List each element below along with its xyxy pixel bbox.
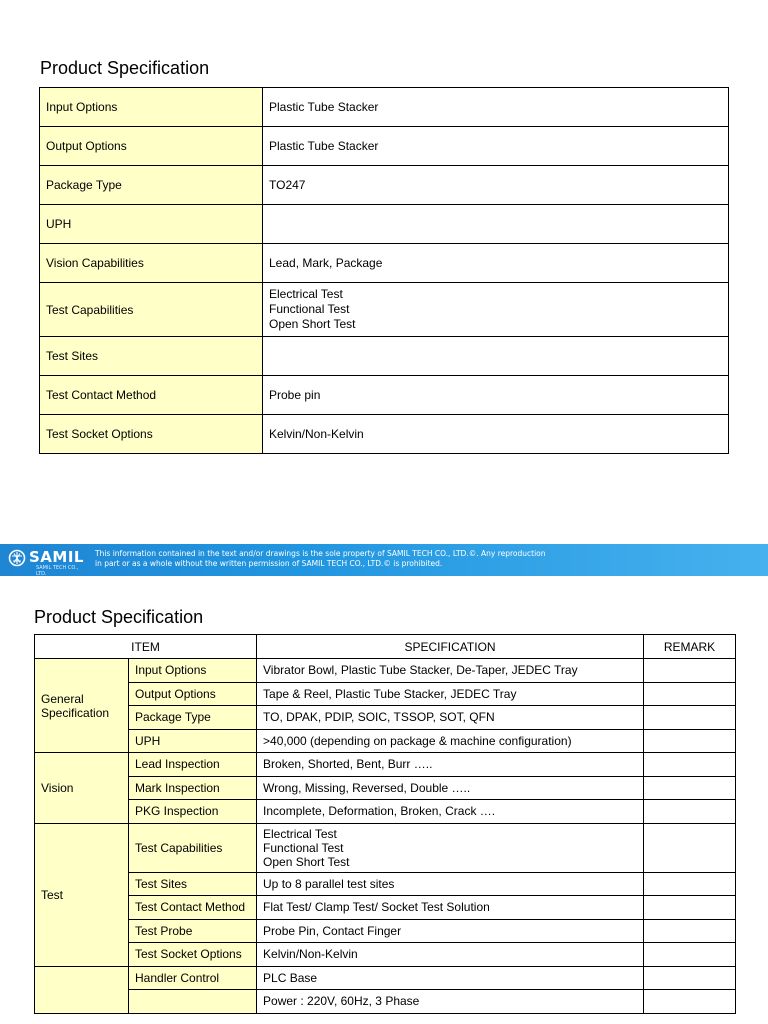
spec-value: Power : 220V, 60Hz, 3 Phase bbox=[257, 990, 644, 1014]
table-row bbox=[35, 776, 736, 800]
samil-emblem-icon bbox=[8, 549, 26, 567]
spec-value: Up to 8 parallel test sites bbox=[257, 872, 644, 896]
table-row bbox=[40, 283, 729, 337]
spec-value: >40,000 (depending on package & machine configuration) bbox=[257, 729, 644, 753]
item-label: Input Options bbox=[129, 659, 257, 683]
table-row bbox=[40, 88, 729, 127]
spec-value-line: Electrical Test bbox=[263, 826, 337, 841]
copyright-notice bbox=[95, 549, 546, 569]
item-label: PKG Inspection bbox=[129, 800, 257, 824]
remark-cell bbox=[644, 659, 736, 683]
table-row bbox=[35, 682, 736, 706]
spec-value: Vibrator Bowl, Plastic Tube Stacker, De-Taper, JEDEC Tray bbox=[257, 659, 644, 683]
table-row bbox=[35, 823, 736, 872]
item-label: UPH bbox=[129, 729, 257, 753]
spec-value: Plastic Tube Stacker bbox=[263, 127, 729, 166]
page-title-1: Product Specification bbox=[40, 58, 210, 78]
table-row bbox=[40, 166, 729, 205]
table-row bbox=[35, 919, 736, 943]
spec-value: Broken, Shorted, Bent, Burr ….. bbox=[257, 753, 644, 777]
remark-cell bbox=[644, 682, 736, 706]
table-row bbox=[35, 990, 736, 1014]
remark-cell bbox=[644, 919, 736, 943]
table-row bbox=[40, 205, 729, 244]
remark-cell bbox=[644, 800, 736, 824]
spec-value bbox=[263, 283, 729, 337]
group-label-test: Test bbox=[35, 823, 129, 966]
item-label: Test Capabilities bbox=[129, 823, 257, 872]
item-label: Test Probe bbox=[129, 919, 257, 943]
item-label: Test Socket Options bbox=[129, 943, 257, 967]
spec-value-line: Open Short Test bbox=[263, 854, 350, 869]
spec-label: Input Options bbox=[40, 88, 263, 127]
column-header-item: ITEM bbox=[35, 635, 257, 659]
spec-value: Plastic Tube Stacker bbox=[263, 88, 729, 127]
table-row bbox=[35, 753, 736, 777]
table-row bbox=[35, 706, 736, 730]
item-label: Test Contact Method bbox=[129, 896, 257, 920]
spec-value-line: Open Short Test bbox=[269, 317, 356, 331]
spec-label: Vision Capabilities bbox=[40, 244, 263, 283]
item-label: Lead Inspection bbox=[129, 753, 257, 777]
spec-label: Package Type bbox=[40, 166, 263, 205]
column-header-remark: REMARK bbox=[644, 635, 736, 659]
table-row bbox=[40, 415, 729, 454]
notice-line: in part or as a whole without the written permission of SAMIL TECH CO., LTD.© is prohibited. bbox=[95, 559, 443, 568]
table-row bbox=[35, 729, 736, 753]
remark-cell bbox=[644, 753, 736, 777]
spec-label: UPH bbox=[40, 205, 263, 244]
table-row bbox=[35, 659, 736, 683]
spec-value: Probe pin bbox=[263, 376, 729, 415]
remark-cell bbox=[644, 776, 736, 800]
spec-value bbox=[263, 337, 729, 376]
item-label: Test Sites bbox=[129, 872, 257, 896]
spec-label: Test Socket Options bbox=[40, 415, 263, 454]
spec-value: Wrong, Missing, Reversed, Double ….. bbox=[257, 776, 644, 800]
spec-value: Kelvin/Non-Kelvin bbox=[257, 943, 644, 967]
remark-cell bbox=[644, 896, 736, 920]
spec-label: Test Capabilities bbox=[40, 283, 263, 337]
spec-value: Incomplete, Deformation, Broken, Crack …. bbox=[257, 800, 644, 824]
remark-cell bbox=[644, 823, 736, 872]
spec-table-1 bbox=[39, 87, 729, 454]
item-label: Package Type bbox=[129, 706, 257, 730]
table-row bbox=[35, 800, 736, 824]
spec-label: Test Sites bbox=[40, 337, 263, 376]
spec-value-line: Functional Test bbox=[269, 302, 350, 316]
table-row bbox=[40, 127, 729, 166]
item-label: Handler Control bbox=[129, 966, 257, 990]
group-label-general: General Specification bbox=[35, 659, 129, 753]
table-row bbox=[35, 943, 736, 967]
column-header-specification: SPECIFICATION bbox=[257, 635, 644, 659]
page-title-2: Product Specification bbox=[34, 607, 204, 627]
item-label bbox=[129, 990, 257, 1014]
spec-value-line: Electrical Test bbox=[269, 287, 343, 301]
spec-value: TO247 bbox=[263, 166, 729, 205]
notice-line: This information contained in the text and/or drawings is the sole property of SAMIL TECH CO., LTD.©. Any reproduction bbox=[95, 549, 546, 558]
remark-cell bbox=[644, 943, 736, 967]
table-row bbox=[40, 244, 729, 283]
remark-cell bbox=[644, 990, 736, 1014]
table-row bbox=[40, 337, 729, 376]
samil-logo bbox=[8, 548, 88, 577]
spec-label: Output Options bbox=[40, 127, 263, 166]
header-row bbox=[35, 635, 736, 659]
table-row bbox=[40, 376, 729, 415]
spec-table-2 bbox=[34, 634, 736, 1014]
remark-cell bbox=[644, 706, 736, 730]
spec-value: TO, DPAK, PDIP, SOIC, TSSOP, SOT, QFN bbox=[257, 706, 644, 730]
spec-label: Test Contact Method bbox=[40, 376, 263, 415]
spec-value: Kelvin/Non-Kelvin bbox=[263, 415, 729, 454]
remark-cell bbox=[644, 966, 736, 990]
spec-value: Tape & Reel, Plastic Tube Stacker, JEDEC Tray bbox=[257, 682, 644, 706]
spec-value: Lead, Mark, Package bbox=[263, 244, 729, 283]
copyright-banner bbox=[0, 544, 768, 576]
table-row bbox=[35, 872, 736, 896]
table-row bbox=[35, 966, 736, 990]
spec-value bbox=[257, 823, 644, 872]
item-label: Mark Inspection bbox=[129, 776, 257, 800]
spec-value-line: Functional Test bbox=[263, 840, 344, 855]
group-label-vision: Vision bbox=[35, 753, 129, 824]
spec-value bbox=[263, 205, 729, 244]
logo-subtext: SAMIL TECH CO., LTD. bbox=[36, 565, 79, 577]
remark-cell bbox=[644, 729, 736, 753]
spec-value: PLC Base bbox=[257, 966, 644, 990]
group-label-empty bbox=[35, 966, 129, 1013]
remark-cell bbox=[644, 872, 736, 896]
logo-text: SAMIL bbox=[29, 548, 84, 566]
item-label: Output Options bbox=[129, 682, 257, 706]
spec-value: Flat Test/ Clamp Test/ Socket Test Solution bbox=[257, 896, 644, 920]
table-row bbox=[35, 896, 736, 920]
spec-value: Probe Pin, Contact Finger bbox=[257, 919, 644, 943]
